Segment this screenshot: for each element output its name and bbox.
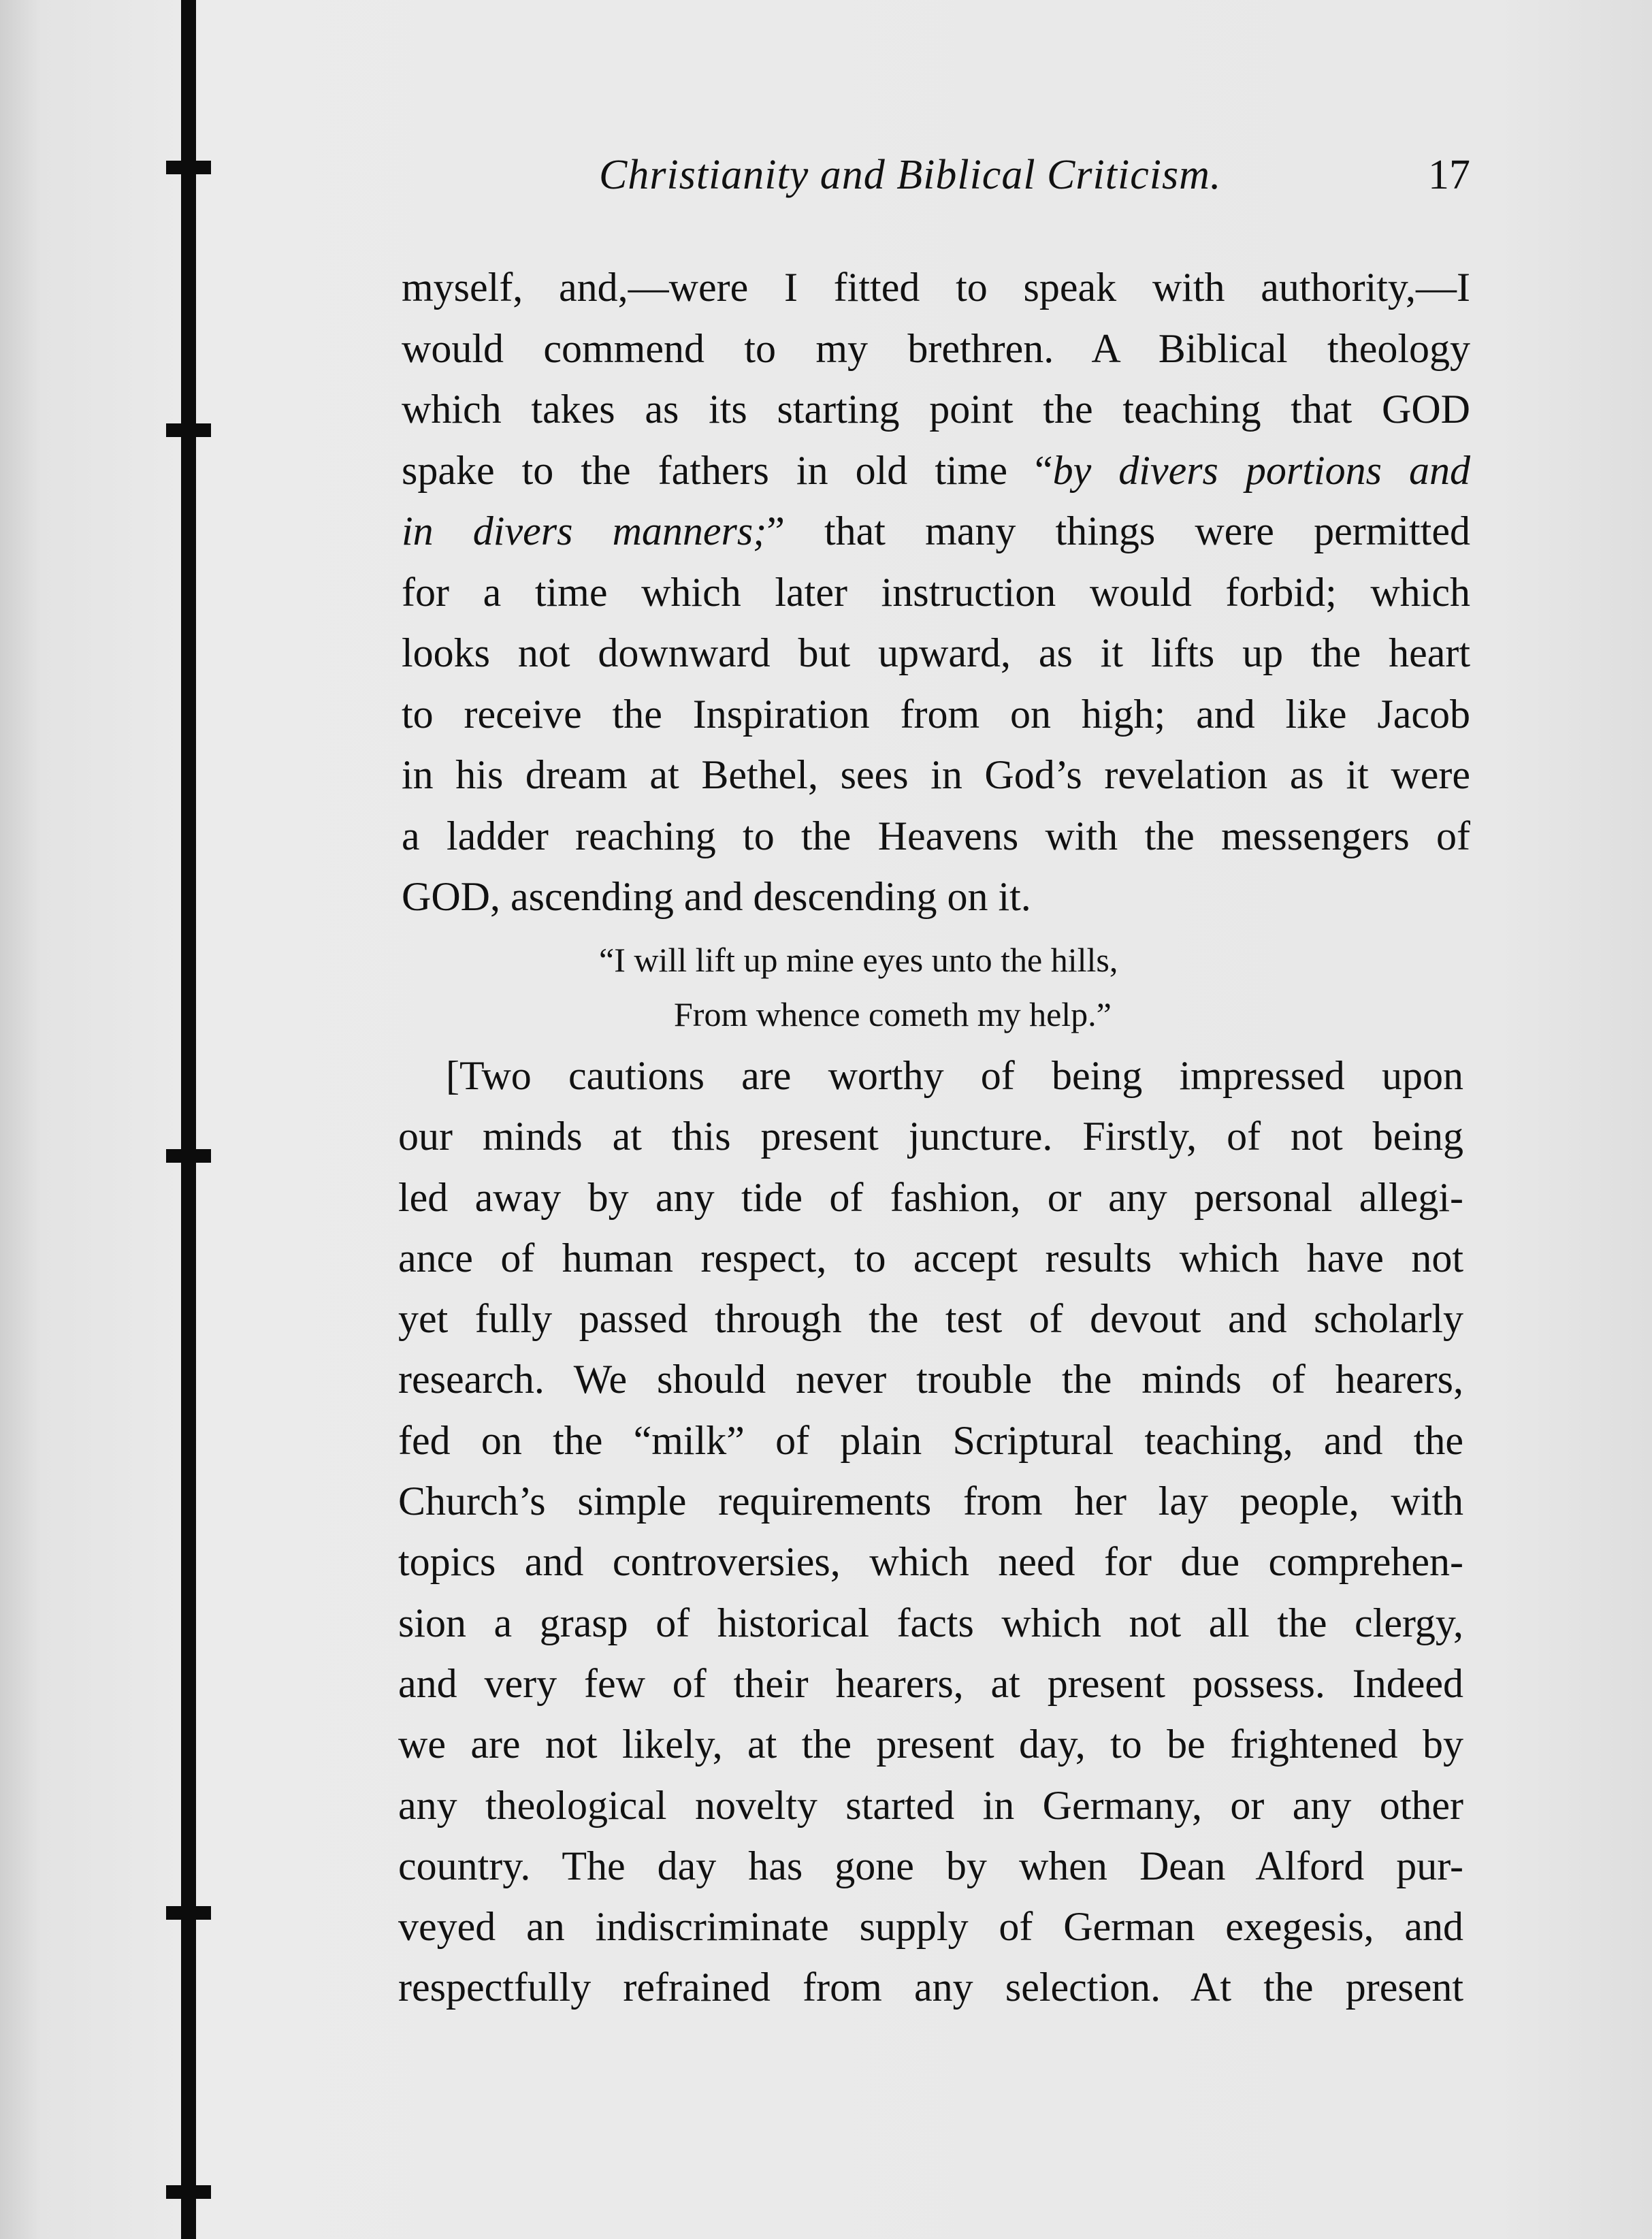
text-line: and very few of their hearers, at present possess. Indeed xyxy=(398,1660,1463,1706)
text-line: sion a grasp of historical facts which not all the clergy, xyxy=(398,1600,1463,1645)
text-line: to receive the Inspiration from on high; and like Jacob xyxy=(402,691,1470,737)
binding-stitch xyxy=(166,1149,211,1163)
text-line: a ladder reaching to the Heavens with the messengers of xyxy=(402,813,1470,858)
italic-quote: in divers manners; xyxy=(402,509,767,553)
text-line: led away by any tide of fashion, or any personal allegi- xyxy=(398,1174,1463,1220)
text-line: [Two cautions are worthy of being impressed upon xyxy=(446,1053,1463,1098)
text-line: in his dream at Bethel, sees in God’s revelation as it were xyxy=(402,752,1470,797)
binding-stitch xyxy=(166,2185,211,2199)
verse-line: From whence cometh my help.” xyxy=(674,995,1112,1033)
text-line: our minds at this present juncture. Firstly, of not being xyxy=(398,1114,1463,1159)
text-line: veyed an indiscriminate supply of German exegesis, and xyxy=(398,1904,1463,1950)
paragraph-2 xyxy=(398,1046,1463,2018)
text-line: for a time which later instruction would forbid; which xyxy=(402,569,1470,615)
binding-stitch xyxy=(166,161,211,174)
text-line: ance of human respect, to accept results which have not xyxy=(398,1235,1463,1280)
binding-stitch xyxy=(166,1906,211,1920)
running-title: Christianity and Biblical Criticism. xyxy=(599,152,1222,198)
verse-quotation xyxy=(599,933,1280,1042)
binding-stitch xyxy=(166,423,211,437)
text-line: yet fully passed through the test of devout and scholarly xyxy=(398,1296,1463,1342)
text-line-with-quote xyxy=(402,440,1470,502)
text-line: fed on the “milk” of plain Scriptural teaching, and the xyxy=(398,1417,1463,1463)
text-line-with-quote xyxy=(402,501,1470,562)
paragraph-1 xyxy=(402,257,1470,928)
text-line: myself, and,—were I fitted to speak with authority,—I xyxy=(402,265,1470,310)
page-number: 17 xyxy=(1428,152,1470,198)
text-line: any theological novelty started in Germany, or any other xyxy=(398,1782,1463,1828)
verse-line: “I will lift up mine eyes unto the hills, xyxy=(599,941,1118,979)
page-header xyxy=(408,151,1470,212)
text-line: topics and controversies, which need for due comprehen- xyxy=(398,1539,1463,1585)
text-line: would commend to my brethren. A Biblical theology xyxy=(402,325,1470,371)
text-line: looks not downward but upward, as it lifts up the heart xyxy=(402,630,1470,675)
text-line: respectfully refrained from any selection. At the present xyxy=(398,1965,1463,2010)
text-fragment: spake to the fathers in old time “ xyxy=(402,447,1053,493)
text-line: GOD, ascending and descending on it. xyxy=(402,874,1031,919)
text-line: we are not likely, at the present day, to be frightened by xyxy=(398,1722,1463,1767)
binding-spine xyxy=(181,0,196,2239)
text-line: Church’s simple requirements from her lay people, with xyxy=(398,1479,1463,1524)
text-line: which takes as its starting point the teaching that GOD xyxy=(402,387,1470,432)
italic-quote: by divers portions and xyxy=(1052,447,1471,493)
text-line: research. We should never trouble the minds of hearers, xyxy=(398,1357,1463,1402)
text-line: country. The day has gone by when Dean Alford pur- xyxy=(398,1843,1463,1888)
text-fragment: ” that many things were permitted xyxy=(766,509,1470,553)
